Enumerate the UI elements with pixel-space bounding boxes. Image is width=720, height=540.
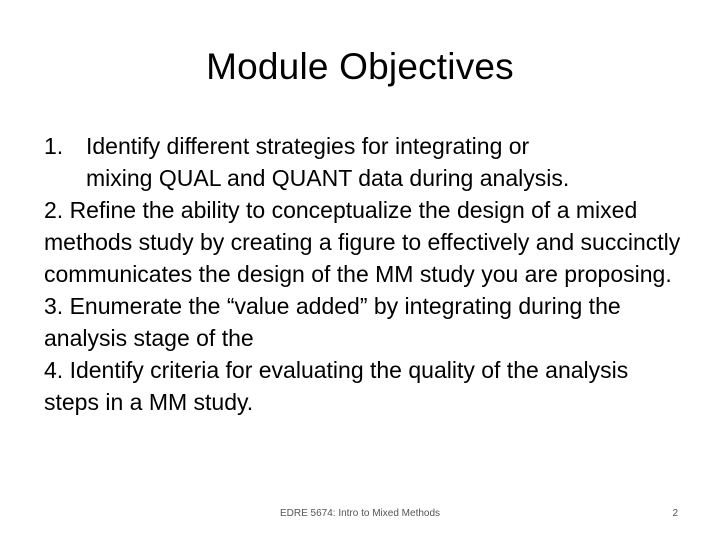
page-number: 2 <box>672 508 678 519</box>
objective-number-1: 1. <box>44 133 64 159</box>
objective-item-3: 3. Enumerate the “value added” by integrating during the analysis stage of the <box>44 293 621 351</box>
objective-text-1 <box>86 130 684 194</box>
footer-course: EDRE 5674: Intro to Mixed Methods <box>279 508 441 519</box>
objective-item-2: 2. Refine the ability to conceptualize the design of a mixed methods study by creating a figure to effectively and succinctly communicates the design of the MM study you are proposing. <box>44 197 681 287</box>
objective-item-4: 4. Identify criteria for evaluating the quality of the analysis steps in a MM study. <box>44 357 629 415</box>
slide-title: Module Objectives <box>206 46 514 87</box>
objectives-list <box>44 130 684 418</box>
objective-1-line-1: Identify different strategies for integrating or <box>86 133 530 159</box>
objective-1-line-2: mixing QUAL and QUANT data during analysis. <box>86 165 570 191</box>
objective-item-1 <box>44 130 684 194</box>
